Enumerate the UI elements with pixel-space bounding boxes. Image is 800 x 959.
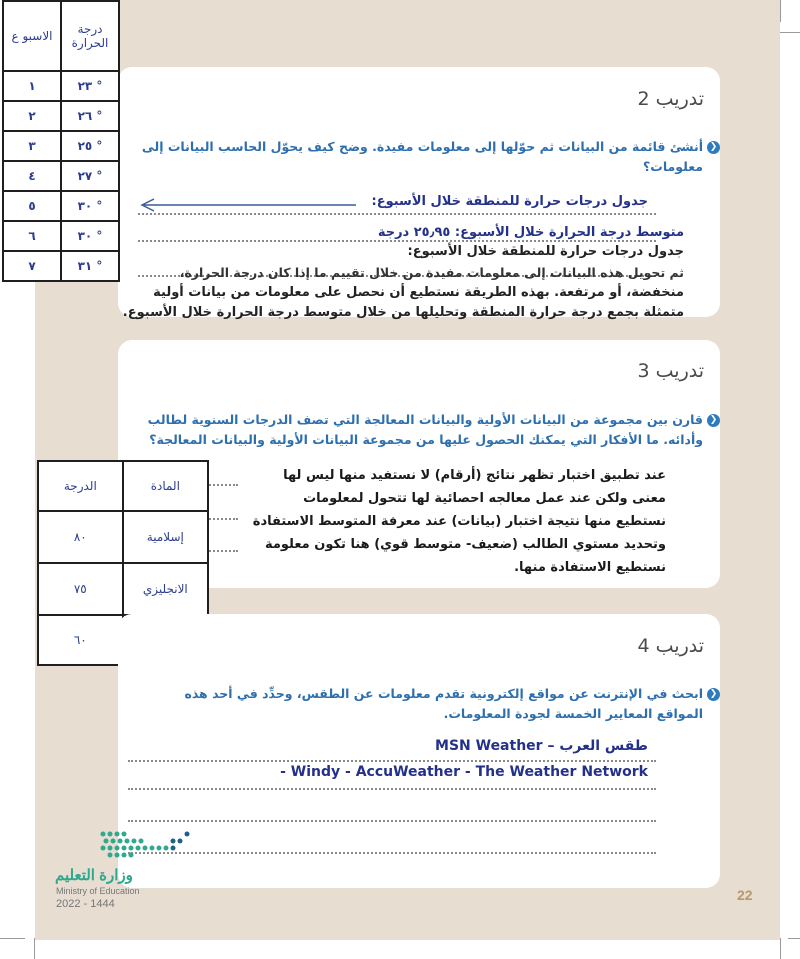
table-cell-grade: ٨٠ (38, 511, 123, 563)
table-cell-day: ٣ (3, 131, 61, 161)
crop-mark (780, 0, 781, 22)
exercise-4-question: ❮ابحث في الإنترنت عن مواقع إلكترونية تقدم معلومات عن الطقس، وحدِّد في أحد هذه المواقع المعايير الخمسة لجودة المعلومات. (80, 684, 720, 724)
ex3-answer-line: معنى ولكن عند عمل معالجه احصائية لها تتحول لمعلومات (303, 491, 666, 506)
answer-line (128, 820, 656, 822)
crop-mark (780, 32, 800, 33)
ex3-answer-block (240, 464, 666, 588)
answer-line (128, 852, 656, 854)
table-cell-temp: ° ٢٣ (61, 71, 119, 101)
chevron-left-icon: ❮ (707, 688, 720, 701)
ministry-name-en: Ministry of Education (56, 886, 140, 896)
ex2-answer-4: ثم تحويل هذه البيانات إلى معلومات مفيدة من خلال تقييم ما إذا كان درجة الحرارة، (179, 265, 684, 280)
chevron-left-icon: ❮ (707, 414, 720, 427)
ex3-answer-line: عند تطبيق اختبار تظهر نتائج (أرقام) لا نستفيد منها ليس لها (283, 468, 666, 483)
exercise-2-title: تدريب 2 (637, 88, 704, 110)
table-cell-day: ٢ (3, 101, 61, 131)
ex4-answer-1: طقس العرب – MSN Weather (435, 738, 648, 754)
ex3-answer-line: نستطيع منها نتيجة اختبار (بيانات) عند معرفة المتوسط الاستفادة (252, 514, 666, 529)
answer-line (128, 760, 656, 762)
answer-line (128, 788, 656, 790)
answer-line (138, 240, 656, 242)
ex2-answer-1: جدول درجات حرارة للمنطقة خلال الأسبوع: (371, 194, 648, 209)
edition-year: 2022 - 1444 (56, 898, 115, 910)
table-cell-temp: ° ٣٠ (61, 191, 119, 221)
crop-mark (780, 938, 781, 959)
table-cell-temp: ° ٢٧ (61, 161, 119, 191)
ex2-answer-3: جدول درجات حرارة للمنطقة خلال الأسبوع: (407, 244, 684, 259)
table-header-subject: المادة (123, 461, 208, 511)
answer-line (138, 213, 656, 215)
ministry-name-ar: وزارة التعليم (55, 867, 133, 884)
ex3-answer-line: وتحديد مستوي الطالب (ضعيف- متوسط قوي) هنا تكون معلومة (264, 537, 666, 552)
table-cell-temp: ° ٢٥ (61, 131, 119, 161)
table-cell-day: ١ (3, 71, 61, 101)
exercise-3-title: تدريب 3 (637, 360, 704, 382)
table-cell-day: ٤ (3, 161, 61, 191)
table-cell-subject: إسلامية (123, 511, 208, 563)
temperature-table (2, 0, 120, 282)
table-cell-temp: ° ٣١ (61, 251, 119, 281)
table-header-grade: الدرجة (38, 461, 123, 511)
ex2-answer-6: متمثلة بجمع درجة حرارة المنطقة وتحليلها من خلال متوسط درجة الحرارة خلال الأسبوع. (122, 305, 684, 320)
table-cell-day: ٧ (3, 251, 61, 281)
page-number: 22 (737, 887, 753, 903)
chevron-left-icon: ❮ (707, 141, 720, 154)
arrow-left-icon (138, 197, 358, 213)
ministry-logo (95, 826, 195, 862)
crop-mark (0, 938, 25, 939)
table-cell-day: ٦ (3, 221, 61, 251)
ex2-answer-2: متوسط درجة الحرارة خلال الأسبوع: ٢٥٫٩٥ درجة (377, 225, 684, 240)
ex3-answer-line: نستطيع الاستفادة منها. (514, 560, 666, 575)
ex4-answer-2: - Windy - AccuWeather - The Weather Network (280, 764, 648, 780)
exercise-4-title: تدريب 4 (637, 635, 704, 657)
table-cell-temp: ° ٢٦ (61, 101, 119, 131)
table-header-temp: درجة الحرارة (61, 1, 119, 71)
table-cell-subject: الانجليزي (123, 563, 208, 615)
table-header-week: الاسبو ع (3, 1, 61, 71)
table-cell-day: ٥ (3, 191, 61, 221)
exercise-3-question: ❮قارن بين مجموعة من البيانات الأولية والبيانات المعالجة التي تصف الدرجات السنوية لطالب وأدائه. ما الأفكار التي يمكنك الحصول عليها من مجموعة البيانات الأولية والبيانات المعالجة؟ (80, 410, 720, 450)
ex2-answer-5: منخفضة، أو مرتفعة. بهذه الطريقة نستطيع أن نحصل على معلومات من بيانات أولية (153, 285, 684, 300)
crop-mark (34, 938, 35, 959)
crop-mark (788, 938, 800, 939)
table-cell-grade: ٧٥ (38, 563, 123, 615)
table-cell-grade: ٦٠ (38, 615, 123, 665)
table-cell-temp: ° ٣٠ (61, 221, 119, 251)
exercise-2-question: ❮أنشئ قائمة من البيانات ثم حوّلها إلى معلومات مفيدة. وضح كيف يحوّل الحاسب البيانات إلى معلومات؟ (80, 137, 720, 177)
